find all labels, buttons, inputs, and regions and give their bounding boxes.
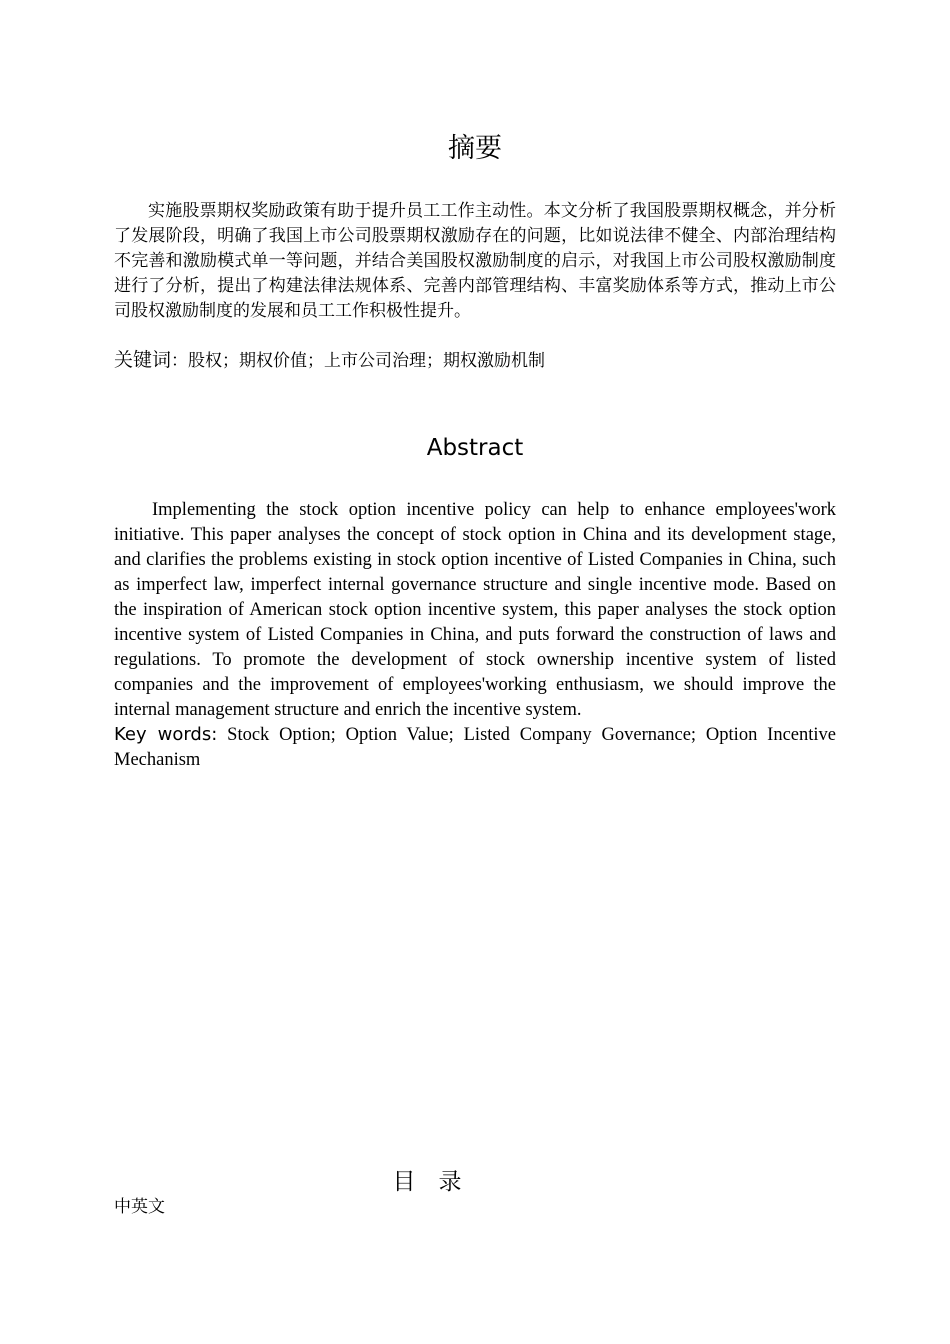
- table-of-contents-title: 目 录: [392, 1169, 462, 1195]
- chinese-abstract-body: 实施股票期权奖励政策有助于提升员工工作主动性。本文分析了我国股票期权概念，并分析了发展阶段，明确了我国上市公司股票期权激励存在的问题，比如说法律不健全、内部治理结构不完善和激励模式单一等问题，并结合美国股权激励制度的启示，对我国上市公司股权激励制度进行了分析，提出了构建法律法规体系、完善内部管理结构、丰富奖励体系等方式，推动上市公司股权激励制度的发展和员工工作积极性提升。: [114, 201, 836, 321]
- english-abstract-title: Abstract: [426, 435, 524, 461]
- english-keywords-label: Key words:: [114, 724, 218, 745]
- chinese-keywords-text: 股权；期权价值；上市公司治理；期权激励机制: [188, 351, 546, 371]
- chinese-keywords: [114, 348, 836, 374]
- english-keywords: [114, 722, 836, 773]
- chinese-keywords-label: 关键词: [114, 349, 172, 371]
- english-abstract-body: Implementing the stock option incentive policy can help to enhance employees'work initiative. This paper analyses the concept of stock option in China and its development stage, and clarifies the problems existing in stock option incentive of Listed Companies in China, such as imperfect law, imperfect internal governance structure and single incentive mode. Based on the inspiration of American stock option incentive system, this paper analyses the stock option incentive system of Listed Companies in China, and puts forward the construction of laws and regulations. To promote the development of stock ownership incentive system of listed companies and the improvement of employees'working enthusiasm, we should improve the internal management structure and enrich the incentive system.: [114, 500, 836, 720]
- chinese-keywords-separator: ：: [171, 351, 189, 371]
- toc-first-entry: 中英文: [114, 1197, 165, 1217]
- english-keywords-text: Stock Option; Option Value; Listed Company Governance; Option Incentive Mechanism: [114, 725, 837, 770]
- chinese-abstract-title: 摘要: [448, 133, 502, 164]
